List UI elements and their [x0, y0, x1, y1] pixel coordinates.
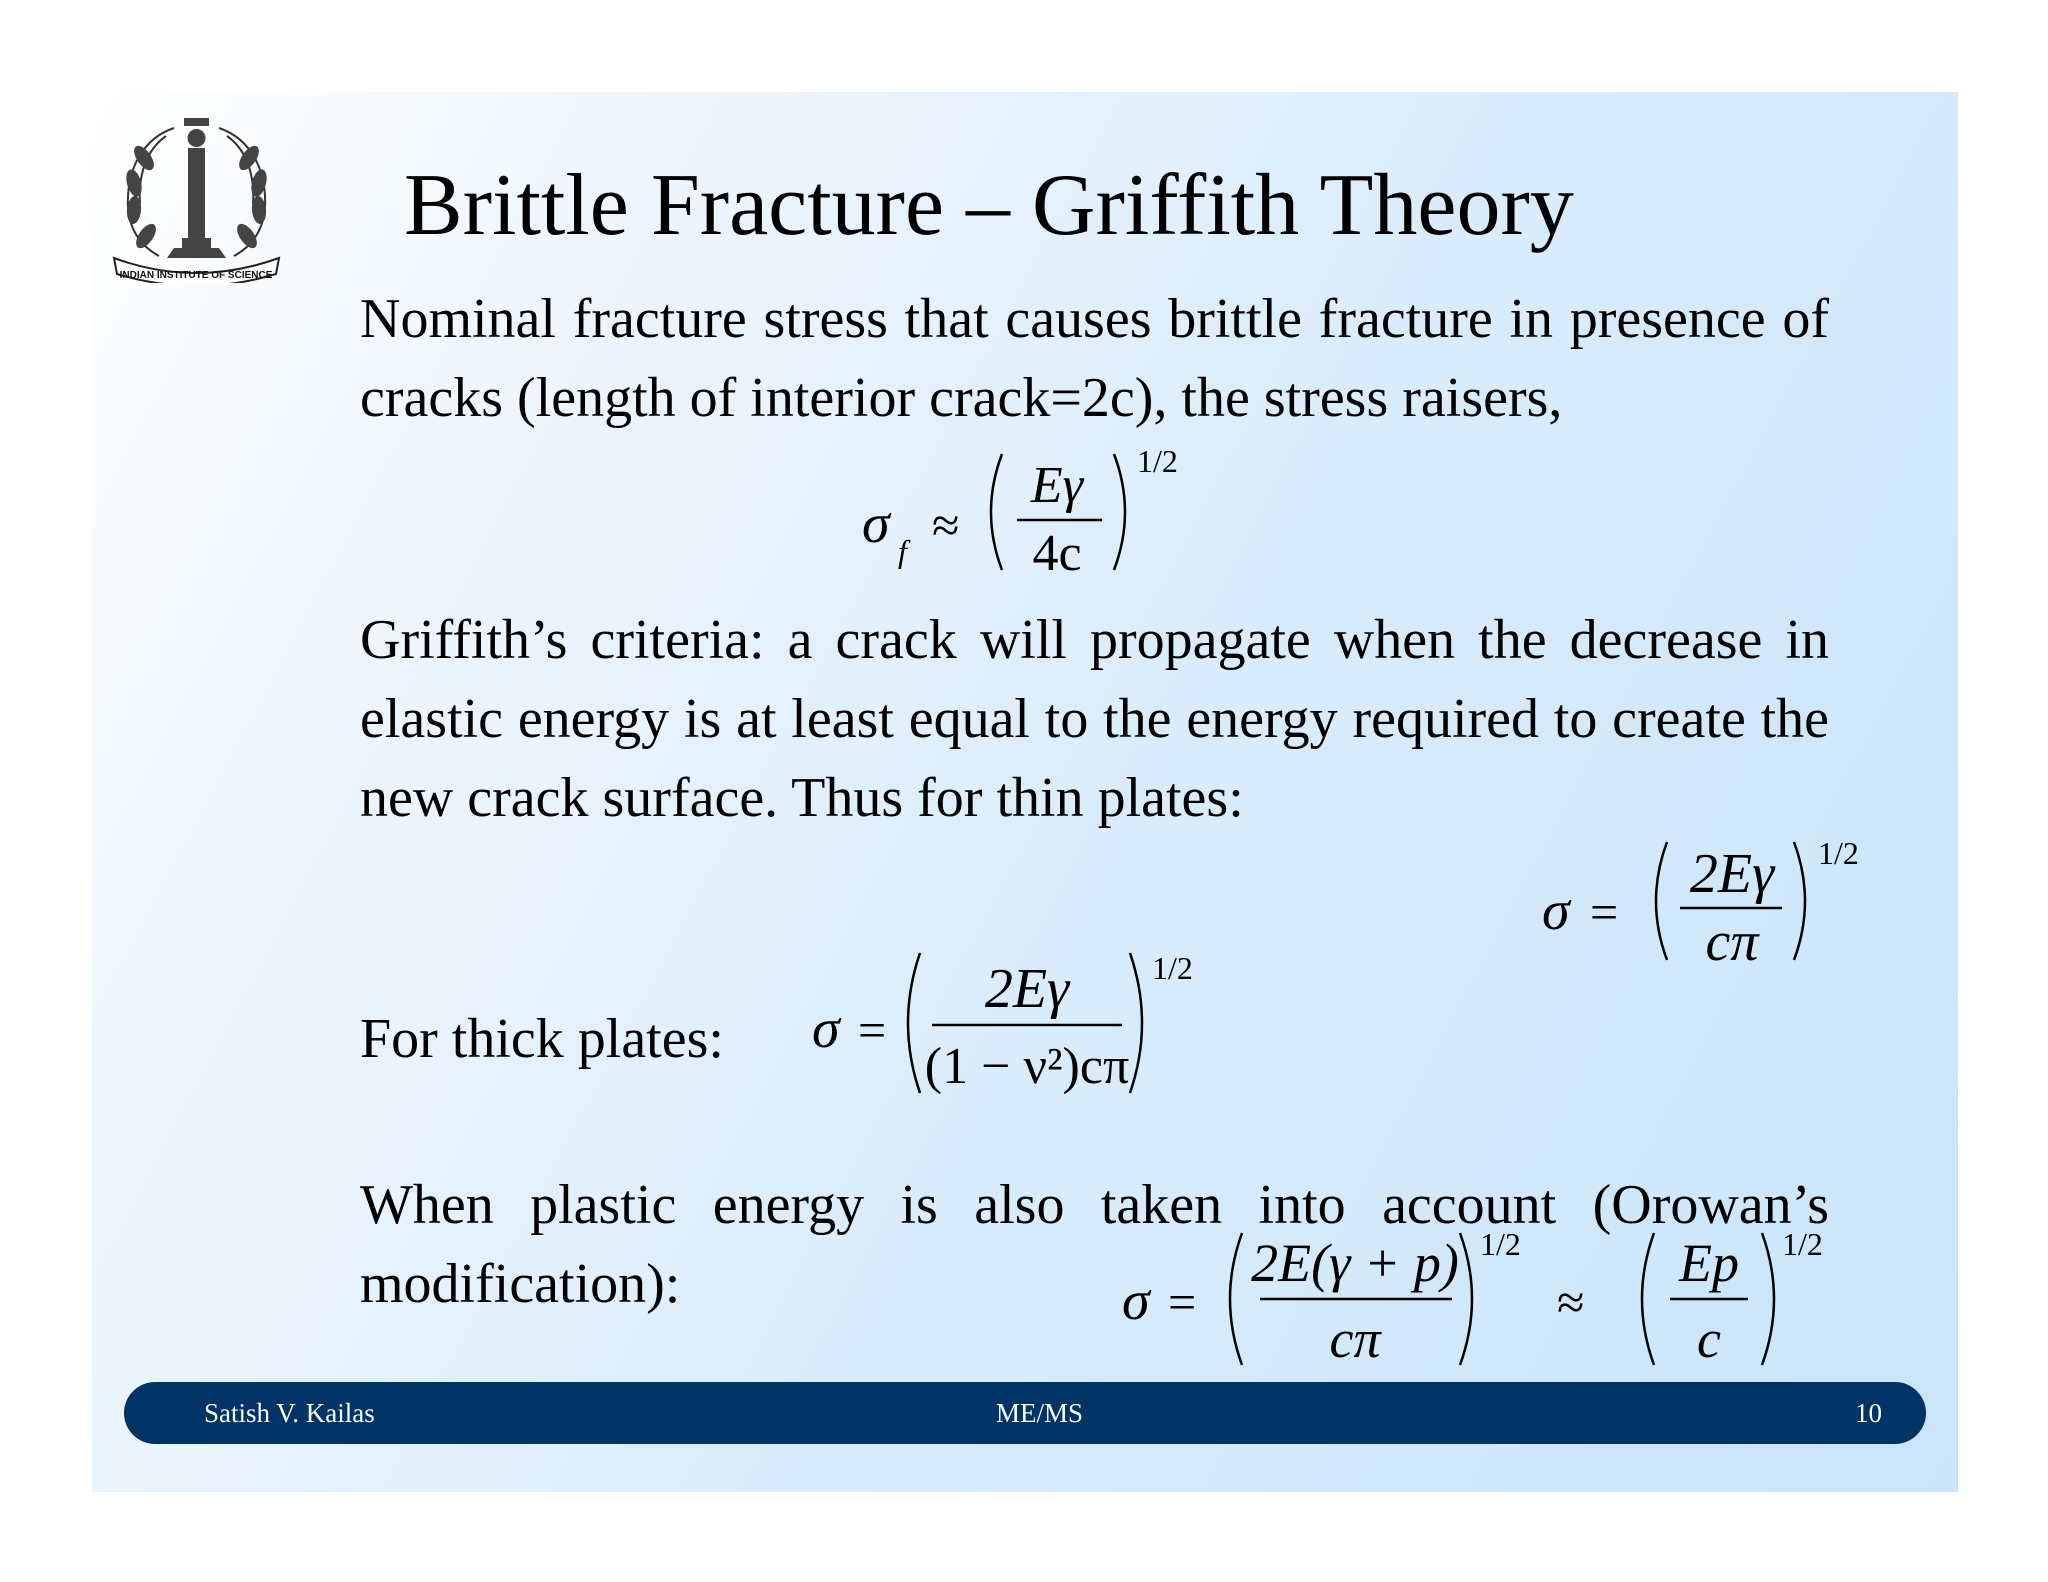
eq2-den: cπ	[1705, 911, 1759, 973]
eq4-den2: c	[1697, 1309, 1721, 1369]
eq2-op: =	[1590, 884, 1619, 940]
page-number: 10	[1855, 1398, 1882, 1428]
eq3-op: =	[858, 1002, 887, 1058]
equation-orowan	[1122, 1227, 1922, 1387]
eq2-lhs: σ	[1542, 880, 1570, 942]
equation-fracture-stress	[762, 442, 1222, 622]
eq4-num2: Ep	[1679, 1233, 1739, 1293]
eq1-exp: 1/2	[1137, 443, 1178, 479]
eq4-exp: 1/2	[1480, 1226, 1521, 1262]
eq3-den: (1 − ν²)cπ	[924, 1038, 1130, 1095]
eq4-lhs: σ	[1122, 1270, 1150, 1332]
slide-title: Brittle Fracture – Griffith Theory	[404, 157, 1574, 254]
slide	[92, 92, 1958, 1492]
paragraph-nominal-stress: Nominal fracture stress that causes brittle fracture in presence of cracks (length of interior crack=2c), the stress raisers,	[360, 288, 1829, 429]
footer-department: ME/MS	[996, 1398, 1084, 1428]
eq3-num: 2Eγ	[984, 958, 1070, 1020]
eq1-lhs: σ	[862, 493, 890, 555]
paragraph-orowan: When plastic energy is also taken into account (Orowan’s modification):	[360, 1174, 1829, 1315]
eq1-den: 4c	[1032, 525, 1082, 582]
equation-thin-plates	[1532, 834, 1932, 1004]
eq2-num: 2Eγ	[1689, 843, 1775, 905]
eq4-exp2: 1/2	[1782, 1226, 1823, 1262]
footer-author: Satish V. Kailas	[204, 1398, 375, 1428]
eq4-num: 2E(γ + p)	[1251, 1233, 1459, 1293]
eq4-den: cπ	[1329, 1309, 1381, 1369]
equation-thick-plates	[812, 937, 1312, 1117]
eq2-exp: 1/2	[1818, 835, 1859, 871]
footer-bar	[124, 1382, 1926, 1444]
eq3-lhs: σ	[812, 998, 840, 1060]
eq1-op: ≈	[932, 497, 960, 553]
logo-text: INDIAN INSTITUTE OF SCIENCE	[119, 270, 273, 281]
paragraph-griffith-criteria: Griffith’s criteria: a crack will propagate when the decrease in elastic energy is at least equal to the energy required to create the new crack surface. Thus for thin plates:	[360, 609, 1829, 829]
eq1-num: Eγ	[1030, 457, 1084, 514]
eq3-exp: 1/2	[1152, 950, 1193, 986]
institute-seal-icon	[104, 98, 289, 283]
thick-plates-label: For thick plates:	[360, 1008, 724, 1070]
eq4-op: =	[1168, 1274, 1197, 1330]
eq4-op2: ≈	[1557, 1274, 1585, 1330]
eq1-sub: f	[898, 533, 907, 569]
